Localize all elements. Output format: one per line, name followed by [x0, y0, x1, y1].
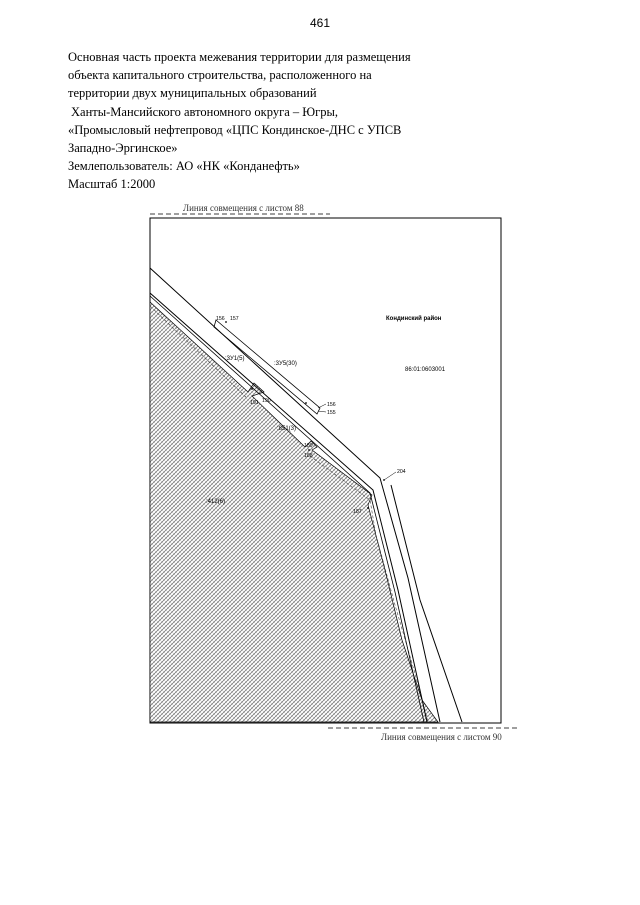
plot-label: :851(3) [277, 426, 297, 432]
cadastral-block-label: 86:01:0603001 [405, 367, 446, 373]
point-label: 155 [327, 410, 336, 416]
plot-label: :412(6) [206, 499, 226, 505]
point-label: 187 [353, 509, 362, 515]
point-label: 157 [230, 316, 239, 322]
header-line: объекта капитального строительства, расположенного на [68, 68, 372, 83]
plot-label: :3У5(30) [274, 361, 297, 367]
page-number: 461 [309, 16, 331, 30]
point-label: 188 [304, 453, 313, 459]
point-label: 204 [397, 469, 406, 475]
point-label: 156 [216, 316, 225, 322]
land-user-line: Землепользователь: АО «НК «Конданефть» [68, 159, 300, 174]
point-label: 156 [327, 402, 336, 408]
header-line: Основная часть проекта межевания территории для размещения [68, 50, 411, 64]
header-line: территории двух муниципальных образований [68, 86, 317, 101]
bottom-match-line-label: Линия совмещения с листом 90 [381, 732, 502, 742]
header-line: «Промысловый нефтепровод «ЦПС Кондинское-ДНС с УПСВ [68, 122, 402, 137]
top-match-line-label: Линия совмещения с листом 88 [183, 203, 304, 213]
plot-label: :3У1(5) [225, 356, 245, 362]
point-label: 189 [304, 443, 313, 449]
point-label: 191 [250, 400, 259, 406]
header-line: Ханты-Мансийского автономного округа – Югры, [71, 104, 339, 119]
point-label: 190 [262, 398, 271, 404]
scale-line: Масштаб 1:2000 [68, 177, 156, 192]
header-line: Западно-Эргинское» [68, 141, 178, 156]
region-label: Кондинский район [386, 316, 442, 322]
